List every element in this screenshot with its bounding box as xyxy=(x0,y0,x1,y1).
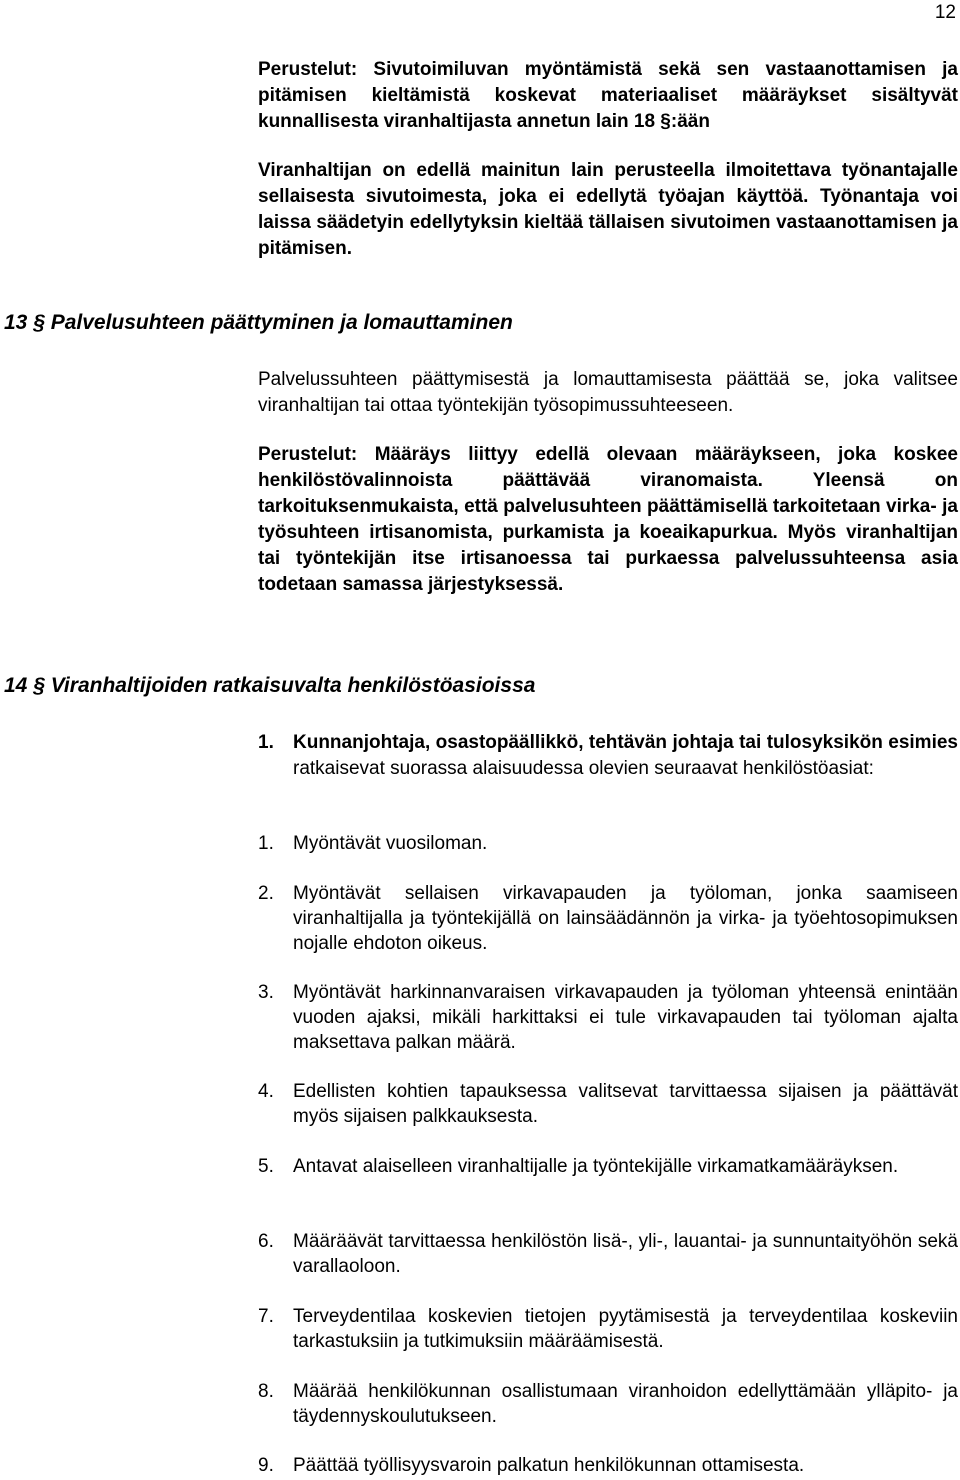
section-13-rule-paragraph: Palvelussuhteen päättymisestä ja lomauttamisesta päättää se, joka valitsee viranhaltijan tai ottaa työntekijän työsopimussuhteeseen. xyxy=(258,369,958,416)
section-14-heading: 14 § Viranhaltijoiden ratkaisuvalta henkilöstöasioissa xyxy=(4,674,536,697)
section-13-heading: 13 § Palvelusuhteen päättyminen ja lomauttaminen xyxy=(4,311,513,334)
list-item xyxy=(258,980,958,1055)
intro-rest-text: ratkaisevat suorassa alaisuudessa olevien seuraavat henkilöstöasiat: xyxy=(293,758,874,779)
list-item xyxy=(258,1229,958,1279)
list-item-text: Antavat alaiselleen viranhaltijalle ja työntekijälle virkamatkamääräyksen. xyxy=(293,1156,899,1177)
list-item-number: 9. xyxy=(258,1455,274,1476)
list-item xyxy=(258,881,958,956)
list-item-text: Määräävät tarvittaessa henkilöstön lisä-, yli-, lauantai- ja sunnuntaityöhön sekä varallaoloon. xyxy=(293,1231,958,1277)
list-item-text: Myöntävät vuosiloman. xyxy=(293,833,488,854)
intro-number: 1. xyxy=(258,732,274,753)
list-item-text: Myöntävät sellaisen virkavapauden ja työloman, jonka saamiseen viranhaltijalla ja työntekijällä on lainsäädännön ja virka- ja työehtosopimuksen nojalle ehdoton oikeus. xyxy=(293,883,958,954)
list-item xyxy=(258,1304,958,1354)
list-item-text: Määrää henkilökunnan osallistumaan viranhoidon edellyttämään ylläpito- ja täydennyskoulutukseen. xyxy=(293,1381,958,1427)
list-item-number: 7. xyxy=(258,1306,274,1327)
list-item xyxy=(258,831,958,856)
list-item-number: 3. xyxy=(258,982,274,1003)
list-item-number: 4. xyxy=(258,1081,274,1102)
intro-bold-text: Kunnanjohtaja, osastopäällikkö, tehtävän johtaja tai tulosyksikön esimies xyxy=(293,732,958,753)
list-item-text: Edellisten kohtien tapauksessa valitsevat tarvittaessa sijaisen ja päättävät myös sijaisen palkkauksesta. xyxy=(293,1081,958,1127)
list-item xyxy=(258,1453,958,1478)
section-13-justification-paragraph: Perustelut: Määräys liittyy edellä olevaan määräykseen, joka koskee henkilöstövalinnoista päättävää viranomaista. Yleensä on tarkoituksenmukaista, että palvelusuhteen päättämisellä tarkoitetaan virka- ja työsuhteen irtisanomista, purkamista ja koeaikapurkua. Myös viranhaltijan tai työntekijän itse irtisanoessa tai purkaessa palvelussuhteensa asia todetaan samassa järjestyksessä. xyxy=(258,444,958,595)
list-item-number: 1. xyxy=(258,833,274,854)
list-item-number: 2. xyxy=(258,883,274,904)
page-number: 12 xyxy=(934,2,956,23)
list-item xyxy=(258,1379,958,1429)
list-item-number: 5. xyxy=(258,1156,274,1177)
list-item-text: Terveydentilaa koskevien tietojen pyytämisestä ja terveydentilaa koskeviin tarkastuksiin ja tutkimuksiin määräämisestä. xyxy=(293,1306,958,1352)
justification-paragraph-side-job: Perustelut: Sivutoimiluvan myöntämistä sekä sen vastaanottamisen ja pitämisen kieltämistä koskevat materiaaliset määräykset sisältyvät kunnallisesta viranhaltijasta annetun lain 18 §:ään xyxy=(258,59,958,132)
list-item-number: 6. xyxy=(258,1231,274,1252)
list-item xyxy=(258,1079,958,1129)
list-item-text: Päättää työllisyysvaroin palkatun henkilökunnan ottamisesta. xyxy=(293,1455,805,1476)
intro-text xyxy=(293,730,958,782)
side-job-notification-paragraph: Viranhaltijan on edellä mainitun lain perusteella ilmoitettava työnantajalle sellaisesta sivutoimesta, joka ei edellytä työajan käyttöä. Työnantaja voi laissa säädetyin edellytyksin kieltää tällaisen sivutoimen vastaanottamisen ja pitämisen. xyxy=(258,160,958,259)
section-14-intro xyxy=(258,730,958,782)
list-item-text: Myöntävät harkinnanvaraisen virkavapauden ja työloman yhteensä enintään vuoden ajaksi, mikäli harkittaksi ei tule virkavapauden tai työloman ajalta maksettava palkan määrä. xyxy=(293,982,958,1053)
list-item xyxy=(258,1154,958,1179)
list-item-number: 8. xyxy=(258,1381,274,1402)
